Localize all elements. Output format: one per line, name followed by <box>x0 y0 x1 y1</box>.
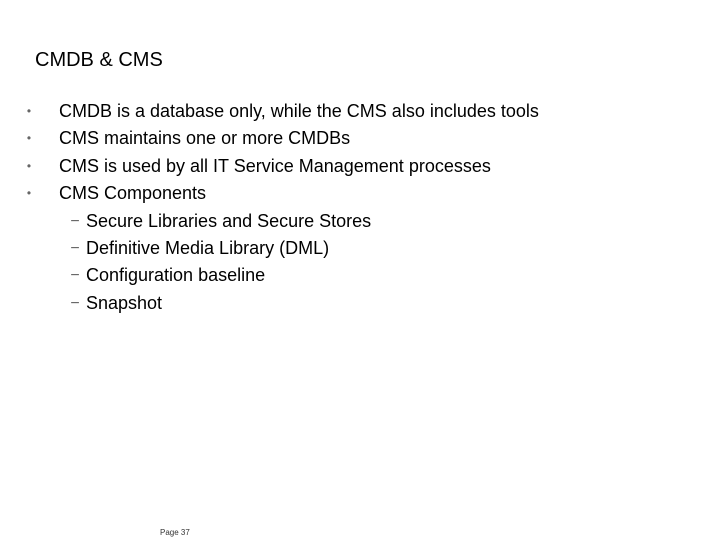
sub-bullet-text: Secure Libraries and Secure Stores <box>86 210 372 231</box>
sub-bullet-text: Configuration baseline <box>86 265 266 286</box>
bullet-marker: • <box>26 131 32 146</box>
sub-bullet-item <box>0 290 720 317</box>
sub-bullet-marker: − <box>70 239 80 257</box>
bullet-item <box>0 153 720 180</box>
bullet-marker: • <box>26 158 32 173</box>
sub-bullet-marker: − <box>70 267 80 285</box>
bullet-text: CMDB is a database only, while the CMS also includes tools <box>59 101 539 121</box>
sub-bullet-text: Definitive Media Library (DML) <box>86 237 330 258</box>
sub-bullet-item <box>0 262 720 289</box>
sub-bullet-marker: − <box>70 212 80 230</box>
page-number: Page 37 <box>160 528 190 537</box>
bullet-text: CMS Components <box>59 183 207 204</box>
bullet-marker: • <box>26 104 32 118</box>
bullet-marker: • <box>26 186 32 201</box>
sub-bullet-item <box>0 208 720 235</box>
sub-bullet-marker: − <box>70 294 80 312</box>
sub-bullet-item <box>0 235 720 262</box>
bullet-item <box>0 180 720 207</box>
bullet-list <box>0 98 720 317</box>
bullet-text: CMS is used by all IT Service Management processes <box>59 155 491 176</box>
sub-bullet-text: Snapshot <box>86 292 163 313</box>
bullet-text: CMS maintains one or more CMDBs <box>59 128 351 149</box>
bullet-item <box>0 125 720 152</box>
bullet-item <box>0 98 720 125</box>
slide-title: CMDB & CMS <box>35 49 163 71</box>
